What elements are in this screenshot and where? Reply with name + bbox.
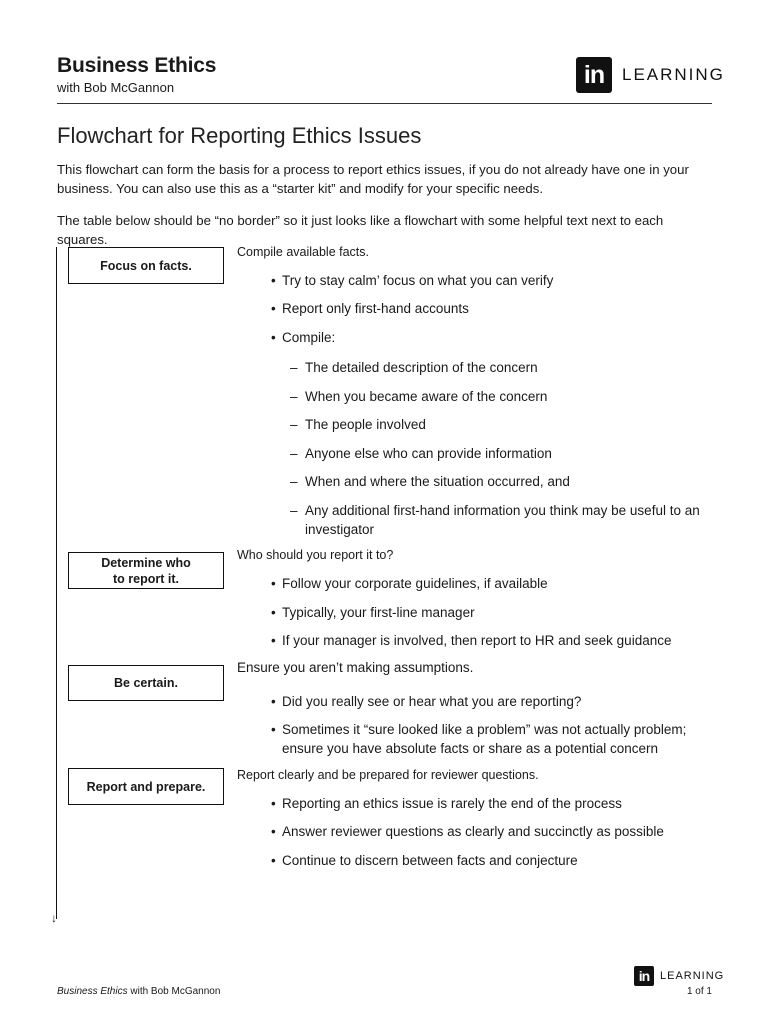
dash-icon: –	[290, 360, 298, 375]
step-box-report-and-prepare: Report and prepare.	[68, 768, 224, 805]
bullet-icon: •	[271, 694, 276, 709]
sub-list-item	[290, 501, 725, 539]
bullet-text: Try to stay calm’ focus on what you can verify	[282, 273, 554, 288]
step-box-be-certain: Be certain.	[68, 665, 224, 701]
footer-course-title: Business Ethics	[57, 986, 128, 997]
step-lead: Report clearly and be prepared for reviewer questions.	[237, 768, 539, 782]
step-box-focus-on-facts: Focus on facts.	[68, 247, 224, 284]
header-divider	[57, 103, 712, 104]
list-item	[271, 692, 722, 711]
sub-item-text: Anyone else who can provide information	[305, 446, 552, 461]
bullet-text: Sometimes it “sure looked like a problem” was not actually problem; ensure you have absolute facts or share as a potential concern	[282, 722, 687, 756]
bullet-icon: •	[271, 633, 276, 648]
bullet-text: Follow your corporate guidelines, if available	[282, 576, 548, 591]
sub-item-text: When and where the situation occurred, and	[305, 474, 570, 489]
intro-paragraph-1: This flowchart can form the basis for a process to report ethics issues, if you do not already have one in your business. You can also use this as a “starter kit” and modify for your specific needs.	[57, 162, 689, 196]
sub-list-item	[290, 415, 725, 434]
list-item	[271, 328, 722, 347]
bullet-icon: •	[271, 824, 276, 839]
footer-logo	[634, 966, 724, 986]
linkedin-icon: in	[634, 966, 654, 986]
sub-list-item	[290, 387, 725, 406]
sub-item-text: When you became aware of the concern	[305, 389, 548, 404]
bullet-text: Typically, your first-line manager	[282, 605, 475, 620]
dash-icon: –	[290, 503, 298, 518]
bullet-text: Report only first-hand accounts	[282, 301, 469, 316]
list-item	[271, 299, 722, 318]
bullet-icon: •	[271, 796, 276, 811]
dash-icon: –	[290, 446, 298, 461]
list-item	[271, 603, 722, 622]
sub-item-text: The people involved	[305, 417, 426, 432]
page-number: 1 of 1	[686, 986, 712, 997]
list-item	[271, 822, 722, 841]
list-item	[271, 720, 722, 758]
sub-list-item	[290, 444, 725, 463]
linkedin-icon: in	[576, 57, 612, 93]
bullet-text: Continue to discern between facts and conjecture	[282, 853, 578, 868]
bullet-icon: •	[271, 576, 276, 591]
list-item	[271, 271, 722, 290]
bullet-text: Did you really see or hear what you are reporting?	[282, 694, 582, 709]
bullet-icon: •	[271, 722, 276, 737]
logo-text: LEARNING	[622, 65, 725, 84]
sub-item-text: Any additional first-hand information you think may be useful to an investigator	[305, 503, 700, 537]
bullet-text: Answer reviewer questions as clearly and succinctly as possible	[282, 824, 664, 839]
dash-icon: –	[290, 474, 298, 489]
list-item	[271, 794, 722, 813]
sub-list-item	[290, 472, 725, 491]
list-item	[271, 631, 722, 650]
step-lead: Compile available facts.	[237, 245, 370, 259]
step-lead: Who should you report it to?	[237, 548, 394, 562]
footer-course-credit	[57, 986, 220, 997]
dash-icon: –	[290, 417, 298, 432]
step-lead: Ensure you aren’t making assumptions.	[237, 660, 474, 675]
sub-item-text: The detailed description of the concern	[305, 360, 538, 375]
list-item	[271, 851, 722, 870]
bullet-text: Reporting an ethics issue is rarely the end of the process	[282, 796, 622, 811]
bullet-text: Compile:	[282, 330, 336, 345]
page-title: Flowchart for Reporting Ethics Issues	[57, 123, 422, 148]
course-author: with Bob McGannon	[57, 80, 175, 95]
linkedin-learning-logo	[576, 57, 725, 93]
bullet-icon: •	[271, 853, 276, 868]
bullet-text: If your manager is involved, then report to HR and seek guidance	[282, 633, 672, 648]
bullet-icon: •	[271, 605, 276, 620]
intro-paragraph-2: The table below should be “no border” so it just looks like a flowchart with some helpful text next to each squares.	[57, 213, 664, 247]
bullet-icon: •	[271, 273, 276, 288]
footer-course-author: with Bob McGannon	[127, 986, 221, 997]
flow-line	[56, 247, 57, 919]
step-box-determine-who: Determine who to report it.	[68, 552, 224, 589]
list-item	[271, 574, 722, 593]
bullet-icon: •	[271, 330, 276, 345]
course-title: Business Ethics	[57, 54, 217, 77]
footer-logo-text: LEARNING	[660, 970, 725, 982]
sub-list-item	[290, 358, 725, 377]
bullet-icon: •	[271, 301, 276, 316]
arrow-down-icon: ↓	[51, 911, 57, 925]
dash-icon: –	[290, 389, 298, 404]
